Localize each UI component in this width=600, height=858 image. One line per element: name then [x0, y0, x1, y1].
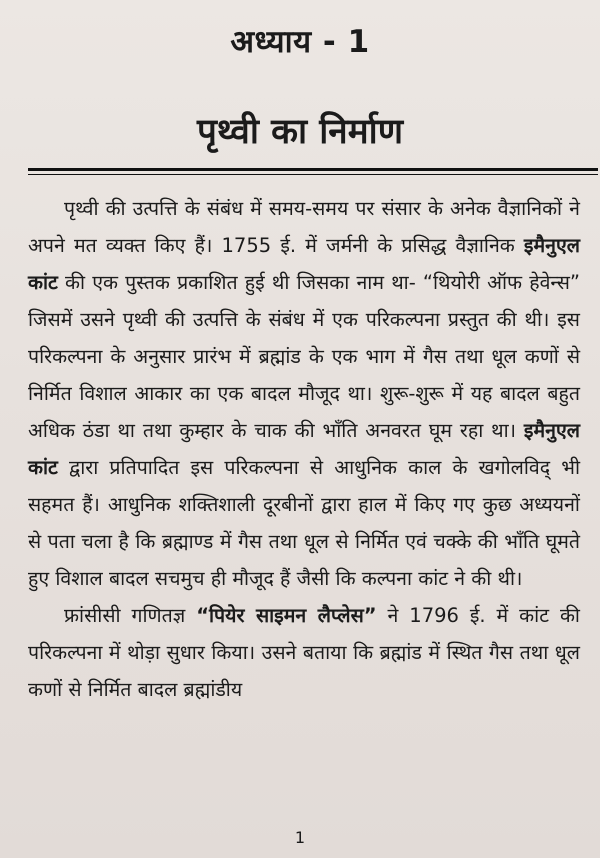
paragraph-1-text-3: द्वारा प्रतिपादित इस परिकल्पना से आधुनिक काल के खगोलविद् भी सहमत हैं। आधुनिक शक्तिशाली दूरबीनों द्वारा हाल में किए गए कुछ अध्ययनों से पता चला है कि ब्रह्माण्ड में गैस तथा धूल से निर्मित एवं चक्के की भाँति घूमते हुए विशाल बादल सचमुच ही मौजूद हैं जैसी कि कल्पना कांट ने की थी।	[28, 456, 580, 590]
page-title: पृथ्वी का निर्माण	[196, 112, 404, 152]
paragraph-1-bold-1: इमैनुएल कांट	[28, 234, 580, 294]
paragraph-2	[28, 597, 580, 708]
paragraph-2-bold-1: “पियेर साइमन लैप्लेस”	[196, 604, 377, 627]
paragraph-2-text-2: ने 1796 ई. में कांट की परिकल्पना में थोड़ा सुधार किया। उसने बताया कि ब्रह्मांड में स्थित गैस तथा धूल कणों से निर्मित बादल ब्रह्मांडीय	[28, 604, 580, 701]
paragraph-1-text-2: की एक पुस्तक प्रकाशित हुई थी जिसका नाम था- “थियोरी ऑफ हेवेन्स” जिसमें उसने पृथ्वी की उत्पत्ति के संबंध में एक परिकल्पना प्रस्तुत की थी। इस परिकल्पना के अनुसार प्रारंभ में ब्रह्मांड के एक भाग में गैस तथा धूल कणों से निर्मित विशाल आकार का एक बादल मौजूद था। शुरू-शुरू में यह बादल बहुत अधिक ठंडा था तथा कुम्हार के चाक की भाँति अनवरत घूम रहा था।	[28, 271, 580, 442]
title-divider-thin	[28, 174, 598, 175]
title-divider-thick	[28, 168, 598, 171]
paragraph-1-text-1: पृथ्वी की उत्पत्ति के संबंध में समय-समय पर संसार के अनेक वैज्ञानिकों ने अपने मत व्यक्त किए हैं। 1755 ई. में जर्मनी के प्रसिद्ध वैज्ञानिक	[28, 197, 580, 257]
paragraph-2-text-1: फ्रांसीसी गणितज्ञ	[64, 604, 197, 627]
paragraph-1	[28, 190, 580, 597]
chapter-heading: अध्याय - 1	[230, 24, 370, 60]
page-number: 1	[294, 828, 306, 847]
body-text	[28, 190, 580, 708]
paragraph-1-bold-2: इमैनुएल कांट	[28, 419, 580, 479]
